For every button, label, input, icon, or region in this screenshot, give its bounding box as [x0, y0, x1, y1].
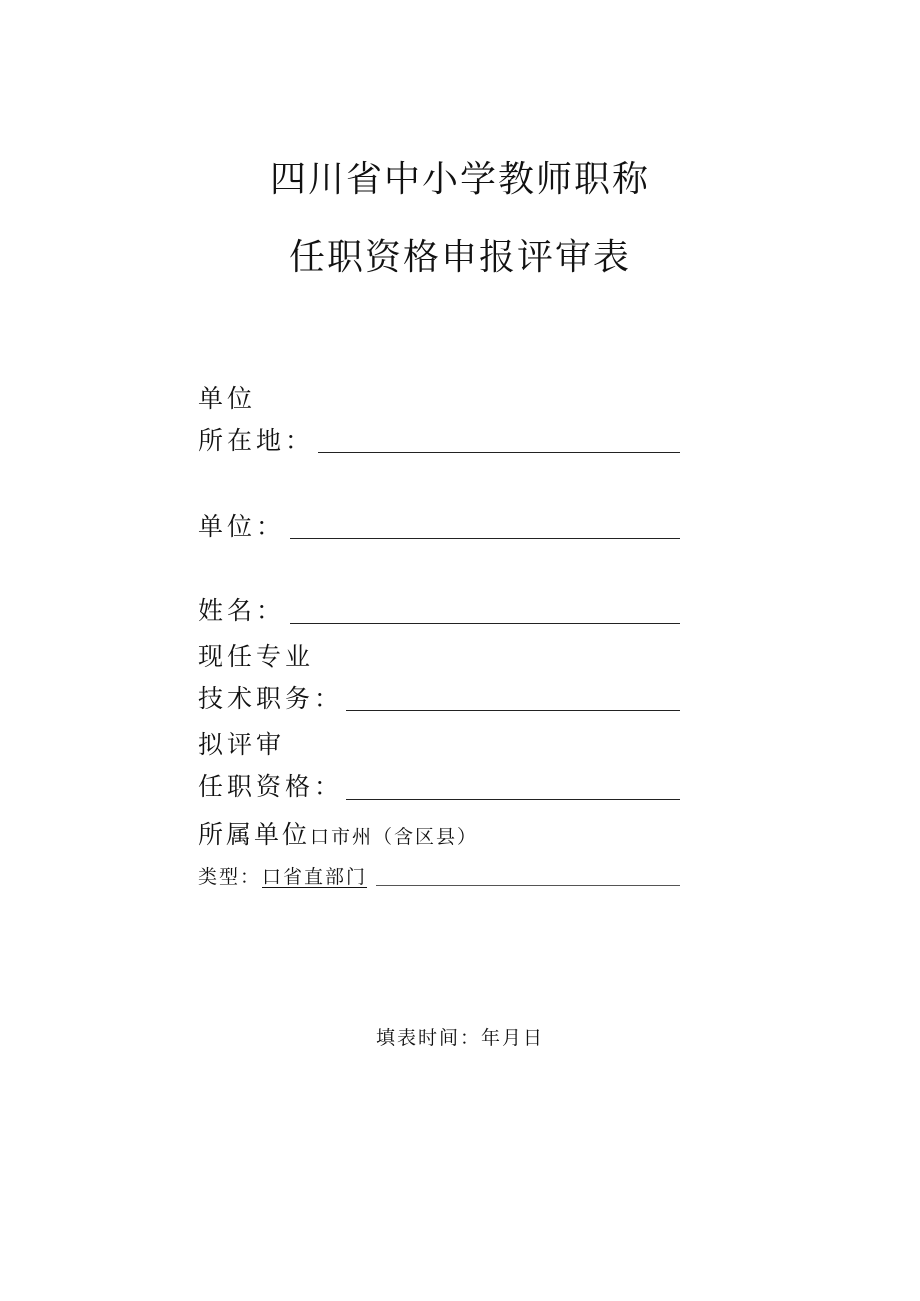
type-label: 类型： — [198, 866, 262, 888]
unit-label: 单位： — [198, 512, 286, 541]
current-title-label-line-1: 现任专业 — [198, 642, 315, 671]
name-field-line[interactable] — [290, 623, 680, 624]
proposed-qualification-field-line[interactable] — [346, 799, 680, 800]
proposed-qualification-label-line-1: 拟评审 — [198, 730, 286, 759]
document-title-line-2: 任职资格申报评审表 — [288, 237, 631, 278]
location-field-line[interactable] — [318, 452, 680, 453]
affiliation-option-city[interactable]: 口市州（含区县） — [310, 826, 479, 848]
current-title-label-line-2: 技术职务： — [198, 684, 344, 713]
location-label-line-2: 所在地： — [198, 426, 315, 455]
affiliation-field-line[interactable] — [376, 885, 680, 886]
affiliation-option-provincial[interactable]: 口省直部门 — [262, 866, 368, 888]
document-title-line-1: 四川省中小学教师职称 — [269, 159, 650, 200]
affiliation-type-label: 所属单位 — [198, 820, 311, 849]
name-label: 姓名： — [198, 596, 286, 625]
unit-field-line[interactable] — [290, 538, 680, 539]
location-label-line-1: 单位 — [198, 384, 257, 413]
current-title-field-line[interactable] — [346, 710, 680, 711]
fill-date-label: 填表时间：年月日 — [375, 1027, 544, 1049]
proposed-qualification-label-line-2: 任职资格： — [198, 772, 344, 801]
